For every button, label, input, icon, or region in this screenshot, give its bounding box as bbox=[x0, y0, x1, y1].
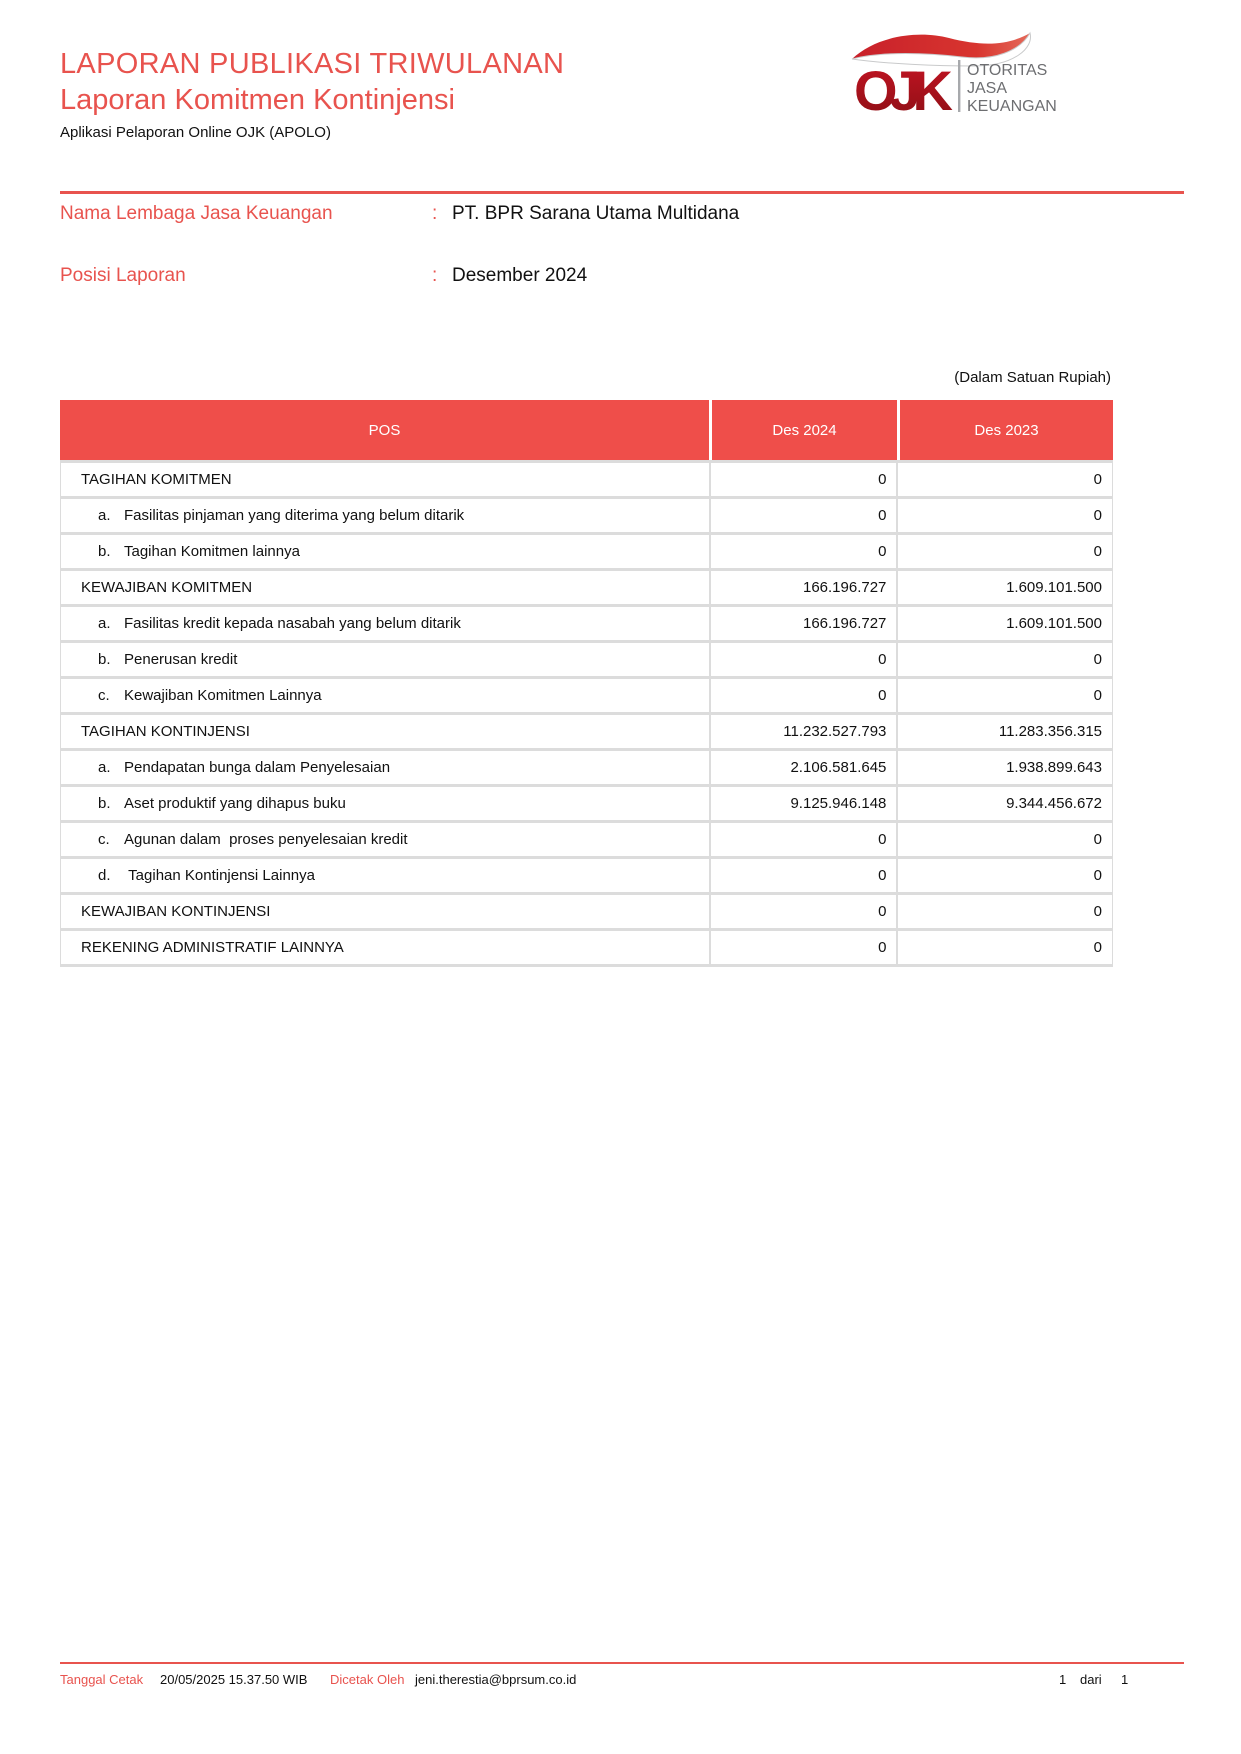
table-row bbox=[61, 820, 1112, 856]
page-title-line1: LAPORAN PUBLIKASI TRIWULANAN bbox=[60, 48, 565, 80]
table-row bbox=[61, 676, 1112, 712]
row-pos-cell bbox=[61, 787, 709, 820]
row-value-2023: 0 bbox=[896, 643, 1112, 676]
row-value-2023: 0 bbox=[896, 499, 1112, 532]
page-subtitle: Aplikasi Pelaporan Online OJK (APOLO) bbox=[60, 124, 331, 141]
row-letter: c. bbox=[98, 687, 110, 704]
row-pos-cell bbox=[61, 823, 709, 856]
table-header-row bbox=[60, 400, 1113, 460]
row-letter: a. bbox=[98, 615, 111, 632]
row-value-2024: 0 bbox=[709, 499, 897, 532]
row-value-2023: 1.938.899.643 bbox=[896, 751, 1112, 784]
row-pos-cell bbox=[61, 571, 709, 604]
row-pos-cell bbox=[61, 895, 709, 928]
row-value-2024: 2.106.581.645 bbox=[709, 751, 897, 784]
printed-by-value: jeni.therestia@bprsum.co.id bbox=[415, 1672, 577, 1687]
row-value-2024: 0 bbox=[709, 535, 897, 568]
row-value-2023: 11.283.356.315 bbox=[896, 715, 1112, 748]
row-value-2023: 0 bbox=[896, 823, 1112, 856]
row-pos-cell bbox=[61, 607, 709, 640]
svg-text:KEUANGAN: KEUANGAN bbox=[967, 98, 1057, 115]
field-report-position-label: Posisi Laporan bbox=[60, 265, 186, 286]
row-letter: c. bbox=[98, 831, 110, 848]
row-letter: d. bbox=[98, 867, 111, 884]
row-value-2024: 0 bbox=[709, 679, 897, 712]
table-row bbox=[61, 496, 1112, 532]
table-row bbox=[61, 856, 1112, 892]
logo-divider bbox=[958, 60, 960, 112]
row-pos-cell bbox=[61, 931, 709, 964]
footer-rule bbox=[60, 1662, 1184, 1664]
row-value-2024: 0 bbox=[709, 859, 897, 892]
row-pos-cell bbox=[61, 535, 709, 568]
page-number-separator: dari bbox=[1080, 1672, 1102, 1687]
row-value-2023: 0 bbox=[896, 679, 1112, 712]
table-row bbox=[61, 748, 1112, 784]
row-label: Tagihan Komitmen lainnya bbox=[124, 543, 300, 560]
field-institution-value: PT. BPR Sarana Utama Multidana bbox=[452, 203, 740, 224]
row-pos-cell bbox=[61, 499, 709, 532]
row-value-2024: 166.196.727 bbox=[709, 607, 897, 640]
svg-text:JASA: JASA bbox=[967, 80, 1008, 97]
unit-note: (Dalam Satuan Rupiah) bbox=[954, 369, 1111, 386]
table-row bbox=[61, 640, 1112, 676]
field-institution-label: Nama Lembaga Jasa Keuangan bbox=[60, 203, 333, 224]
row-label: Fasilitas pinjaman yang diterima yang belum ditarik bbox=[124, 507, 465, 524]
field-report-position-value: Desember 2024 bbox=[452, 265, 588, 286]
row-value-2024: 0 bbox=[709, 931, 897, 964]
row-label: Aset produktif yang dihapus buku bbox=[124, 795, 346, 812]
row-value-2024: 166.196.727 bbox=[709, 571, 897, 604]
page-title-line2: Laporan Komitmen Kontinjensi bbox=[60, 84, 455, 116]
row-label: Pendapatan bunga dalam Penyelesaian bbox=[124, 759, 391, 776]
header-cell-pos: POS bbox=[60, 400, 709, 460]
svg-text:OTORITAS: OTORITAS bbox=[967, 62, 1048, 79]
row-value-2023: 9.344.456.672 bbox=[896, 787, 1112, 820]
table-row bbox=[61, 784, 1112, 820]
logo-text bbox=[967, 62, 1057, 115]
print-date-value: 20/05/2025 15.37.50 WIB bbox=[160, 1672, 308, 1687]
table-row bbox=[61, 928, 1112, 964]
printed-by-label: Dicetak Oleh bbox=[330, 1672, 405, 1687]
table-body bbox=[60, 460, 1113, 967]
row-value-2024: 0 bbox=[709, 463, 897, 496]
row-value-2023: 1.609.101.500 bbox=[896, 571, 1112, 604]
row-label: REKENING ADMINISTRATIF LAINNYA bbox=[81, 939, 344, 956]
row-letter: b. bbox=[98, 651, 111, 668]
row-pos-cell bbox=[61, 751, 709, 784]
header-cell-des2023: Des 2023 bbox=[897, 400, 1113, 460]
row-pos-cell bbox=[61, 463, 709, 496]
table-row bbox=[61, 532, 1112, 568]
header-cell-des2024: Des 2024 bbox=[709, 400, 897, 460]
print-date-label: Tanggal Cetak bbox=[60, 1672, 144, 1687]
header-rule bbox=[60, 191, 1184, 194]
row-pos-cell bbox=[61, 643, 709, 676]
table-row bbox=[61, 892, 1112, 928]
row-value-2023: 0 bbox=[896, 931, 1112, 964]
row-value-2023: 0 bbox=[896, 463, 1112, 496]
row-value-2023: 1.609.101.500 bbox=[896, 607, 1112, 640]
row-value-2024: 0 bbox=[709, 823, 897, 856]
row-letter: b. bbox=[98, 795, 111, 812]
row-label: TAGIHAN KOMITMEN bbox=[81, 471, 232, 488]
row-letter: a. bbox=[98, 507, 111, 524]
row-label: TAGIHAN KONTINJENSI bbox=[81, 723, 250, 740]
table-row bbox=[61, 568, 1112, 604]
row-label: Fasilitas kredit kepada nasabah yang belum ditarik bbox=[124, 615, 461, 632]
row-value-2024: 0 bbox=[709, 643, 897, 676]
row-label: Penerusan kredit bbox=[124, 651, 238, 668]
table-row bbox=[61, 604, 1112, 640]
row-value-2023: 0 bbox=[896, 859, 1112, 892]
logo-acronym: OJK bbox=[854, 59, 950, 120]
field-institution bbox=[60, 202, 739, 226]
field-report-position-colon: : bbox=[432, 265, 438, 286]
page-number-total: 1 bbox=[1121, 1672, 1129, 1687]
page-number-current: 1 bbox=[1059, 1672, 1067, 1687]
row-letter: a. bbox=[98, 759, 111, 776]
field-report-position bbox=[60, 264, 587, 288]
table-row bbox=[61, 460, 1112, 496]
row-label: Agunan dalam proses penyelesaian kredit bbox=[124, 831, 408, 848]
row-label: Tagihan Kontinjensi Lainnya bbox=[124, 867, 315, 884]
row-label: Kewajiban Komitmen Lainnya bbox=[124, 687, 322, 704]
row-pos-cell bbox=[61, 715, 709, 748]
field-institution-colon: : bbox=[432, 203, 438, 224]
table-row bbox=[61, 712, 1112, 748]
row-value-2024: 11.232.527.793 bbox=[709, 715, 897, 748]
row-pos-cell bbox=[61, 679, 709, 712]
row-label: KEWAJIBAN KOMITMEN bbox=[81, 579, 253, 596]
row-label: KEWAJIBAN KONTINJENSI bbox=[81, 903, 271, 920]
row-value-2023: 0 bbox=[896, 535, 1112, 568]
report-table bbox=[60, 400, 1113, 967]
row-value-2024: 9.125.946.148 bbox=[709, 787, 897, 820]
row-letter: b. bbox=[98, 543, 111, 560]
row-value-2023: 0 bbox=[896, 895, 1112, 928]
row-pos-cell bbox=[61, 859, 709, 892]
row-value-2024: 0 bbox=[709, 895, 897, 928]
ojk-logo bbox=[842, 28, 1067, 120]
